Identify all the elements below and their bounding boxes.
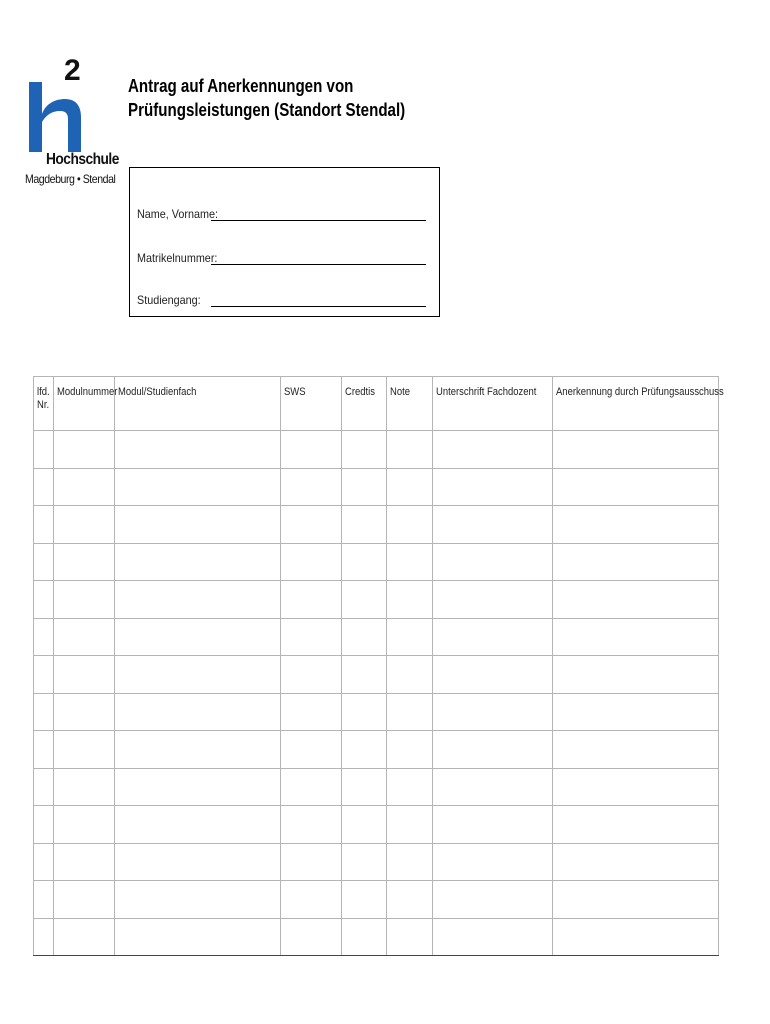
table-cell[interactable] — [54, 543, 115, 581]
table-cell[interactable] — [553, 468, 719, 506]
table-cell[interactable] — [281, 543, 342, 581]
name-field[interactable] — [211, 220, 426, 221]
table-cell[interactable] — [54, 431, 115, 469]
table-row — [34, 618, 719, 656]
recognition-table — [33, 376, 724, 956]
table-cell[interactable] — [54, 656, 115, 694]
table-cell[interactable] — [553, 881, 719, 919]
table-cell[interactable] — [281, 468, 342, 506]
table-row — [34, 731, 719, 769]
table-cell[interactable] — [281, 506, 342, 544]
table-cell[interactable] — [34, 506, 54, 544]
table-cell[interactable] — [115, 881, 281, 919]
table-cell[interactable] — [281, 768, 342, 806]
title-line-2: Prüfungsleistungen (Standort Stendal) — [128, 100, 406, 120]
table-cell[interactable] — [387, 843, 433, 881]
table-cell[interactable] — [342, 731, 387, 769]
table-cell[interactable] — [342, 918, 387, 956]
table-cell[interactable] — [115, 468, 281, 506]
matrikel-field[interactable] — [211, 264, 426, 265]
table-row — [34, 918, 719, 956]
table-row — [34, 543, 719, 581]
personal-info-box — [129, 167, 440, 317]
studiengang-field[interactable] — [211, 306, 426, 307]
table-row — [34, 506, 719, 544]
table-row — [34, 768, 719, 806]
table-header-row — [34, 377, 719, 431]
table-cell[interactable] — [115, 656, 281, 694]
table-cell[interactable] — [34, 543, 54, 581]
table-cell[interactable] — [553, 693, 719, 731]
table-cell[interactable] — [433, 806, 553, 844]
table-cell[interactable] — [433, 656, 553, 694]
table-cell[interactable] — [54, 881, 115, 919]
table-cell[interactable] — [433, 731, 553, 769]
table-cell[interactable] — [34, 693, 54, 731]
table-cell[interactable] — [281, 581, 342, 619]
table-cell[interactable] — [342, 543, 387, 581]
table-cell[interactable] — [115, 506, 281, 544]
table-cell[interactable] — [553, 506, 719, 544]
table-cell[interactable] — [342, 506, 387, 544]
table-cell[interactable] — [34, 881, 54, 919]
table-cell[interactable] — [54, 693, 115, 731]
studiengang-label: Studiengang: — [137, 293, 201, 307]
header-credits: Credtis — [342, 377, 387, 431]
table-cell[interactable] — [342, 843, 387, 881]
header-sws: SWS — [281, 377, 342, 431]
header-modul-studienfach: Modul/Studienfach — [115, 377, 281, 431]
table-cell[interactable] — [553, 581, 719, 619]
table-cell[interactable] — [281, 693, 342, 731]
table-cell[interactable] — [342, 881, 387, 919]
table-cell[interactable] — [34, 918, 54, 956]
table-cell[interactable] — [115, 768, 281, 806]
table-cell[interactable] — [433, 768, 553, 806]
table-cell[interactable] — [387, 431, 433, 469]
table-cell[interactable] — [433, 618, 553, 656]
header-anerkennung: Anerkennung durch Prüfungsausschuss — [553, 377, 719, 431]
table-cell[interactable] — [342, 618, 387, 656]
table-cell[interactable] — [281, 731, 342, 769]
table-cell[interactable] — [34, 431, 54, 469]
table-cell[interactable] — [387, 918, 433, 956]
table-cell[interactable] — [342, 656, 387, 694]
header-modulnummer: Modulnummer — [54, 377, 115, 431]
header-lfd-nr: lfd. Nr. — [34, 377, 54, 431]
table-cell[interactable] — [433, 468, 553, 506]
table-body — [34, 431, 719, 956]
table-cell[interactable] — [433, 581, 553, 619]
table-cell[interactable] — [387, 881, 433, 919]
table-cell[interactable] — [54, 731, 115, 769]
table-cell[interactable] — [387, 806, 433, 844]
table-cell[interactable] — [553, 431, 719, 469]
table-cell[interactable] — [387, 768, 433, 806]
header-unterschrift: Unterschrift Fachdozent — [433, 377, 553, 431]
table-cell[interactable] — [34, 618, 54, 656]
table-cell[interactable] — [553, 543, 719, 581]
table-cell[interactable] — [54, 618, 115, 656]
table-cell[interactable] — [281, 881, 342, 919]
table-row — [34, 843, 719, 881]
table-cell[interactable] — [34, 468, 54, 506]
table-cell[interactable] — [553, 843, 719, 881]
table-cell[interactable] — [115, 843, 281, 881]
table-cell[interactable] — [115, 581, 281, 619]
table-cell[interactable] — [433, 881, 553, 919]
table-cell[interactable] — [433, 693, 553, 731]
table-cell[interactable] — [553, 618, 719, 656]
table-cell[interactable] — [281, 806, 342, 844]
table-cell[interactable] — [115, 618, 281, 656]
table-cell[interactable] — [115, 918, 281, 956]
table-cell[interactable] — [433, 431, 553, 469]
table-cell[interactable] — [281, 918, 342, 956]
table-cell[interactable] — [54, 918, 115, 956]
table-row — [34, 431, 719, 469]
table-cell[interactable] — [34, 843, 54, 881]
table-cell[interactable] — [387, 581, 433, 619]
table-row — [34, 693, 719, 731]
table-cell[interactable] — [54, 468, 115, 506]
table-cell[interactable] — [553, 806, 719, 844]
table-row — [34, 881, 719, 919]
table-cell[interactable] — [433, 843, 553, 881]
table-cell[interactable] — [34, 656, 54, 694]
table-cell[interactable] — [54, 581, 115, 619]
table-cell[interactable] — [553, 731, 719, 769]
table-cell[interactable] — [281, 431, 342, 469]
table-cell[interactable] — [54, 506, 115, 544]
table-cell[interactable] — [553, 768, 719, 806]
table-cell[interactable] — [342, 806, 387, 844]
table-cell[interactable] — [342, 768, 387, 806]
table-cell[interactable] — [115, 543, 281, 581]
table-cell[interactable] — [387, 693, 433, 731]
logo-superscript: 2 — [64, 54, 81, 87]
table-cell[interactable] — [342, 431, 387, 469]
table-cell[interactable] — [342, 581, 387, 619]
table-cell[interactable] — [115, 431, 281, 469]
table-cell[interactable] — [342, 693, 387, 731]
table-cell[interactable] — [387, 468, 433, 506]
table-cell[interactable] — [387, 731, 433, 769]
table-cell[interactable] — [387, 543, 433, 581]
table-cell[interactable] — [281, 656, 342, 694]
logo-name: Hochschule — [46, 151, 119, 168]
table-cell[interactable] — [281, 618, 342, 656]
table-cell[interactable] — [54, 806, 115, 844]
table-cell[interactable] — [34, 731, 54, 769]
name-label: Name, Vorname: — [137, 207, 219, 221]
page-title — [128, 74, 405, 122]
table-cell[interactable] — [115, 731, 281, 769]
table-row — [34, 656, 719, 694]
table-row — [34, 468, 719, 506]
matrikel-label: Matrikelnummer: — [137, 251, 218, 265]
title-line-1: Antrag auf Anerkennungen von — [128, 76, 354, 96]
table-cell[interactable] — [433, 918, 553, 956]
table-cell[interactable] — [34, 768, 54, 806]
table-cell[interactable] — [54, 843, 115, 881]
table-cell[interactable] — [34, 806, 54, 844]
logo-subtitle: Magdeburg • Stendal — [25, 172, 116, 186]
university-logo — [24, 54, 119, 190]
table-cell[interactable] — [115, 693, 281, 731]
table-row — [34, 806, 719, 844]
table-cell[interactable] — [387, 506, 433, 544]
table-row — [34, 581, 719, 619]
table-cell[interactable] — [387, 656, 433, 694]
table-cell[interactable] — [433, 543, 553, 581]
table-cell[interactable] — [433, 506, 553, 544]
table-cell[interactable] — [553, 656, 719, 694]
table-cell[interactable] — [115, 806, 281, 844]
table-cell[interactable] — [54, 768, 115, 806]
table-cell[interactable] — [34, 581, 54, 619]
header-note: Note — [387, 377, 433, 431]
table-cell[interactable] — [342, 468, 387, 506]
table-cell[interactable] — [553, 918, 719, 956]
table-cell[interactable] — [281, 843, 342, 881]
table-cell[interactable] — [387, 618, 433, 656]
